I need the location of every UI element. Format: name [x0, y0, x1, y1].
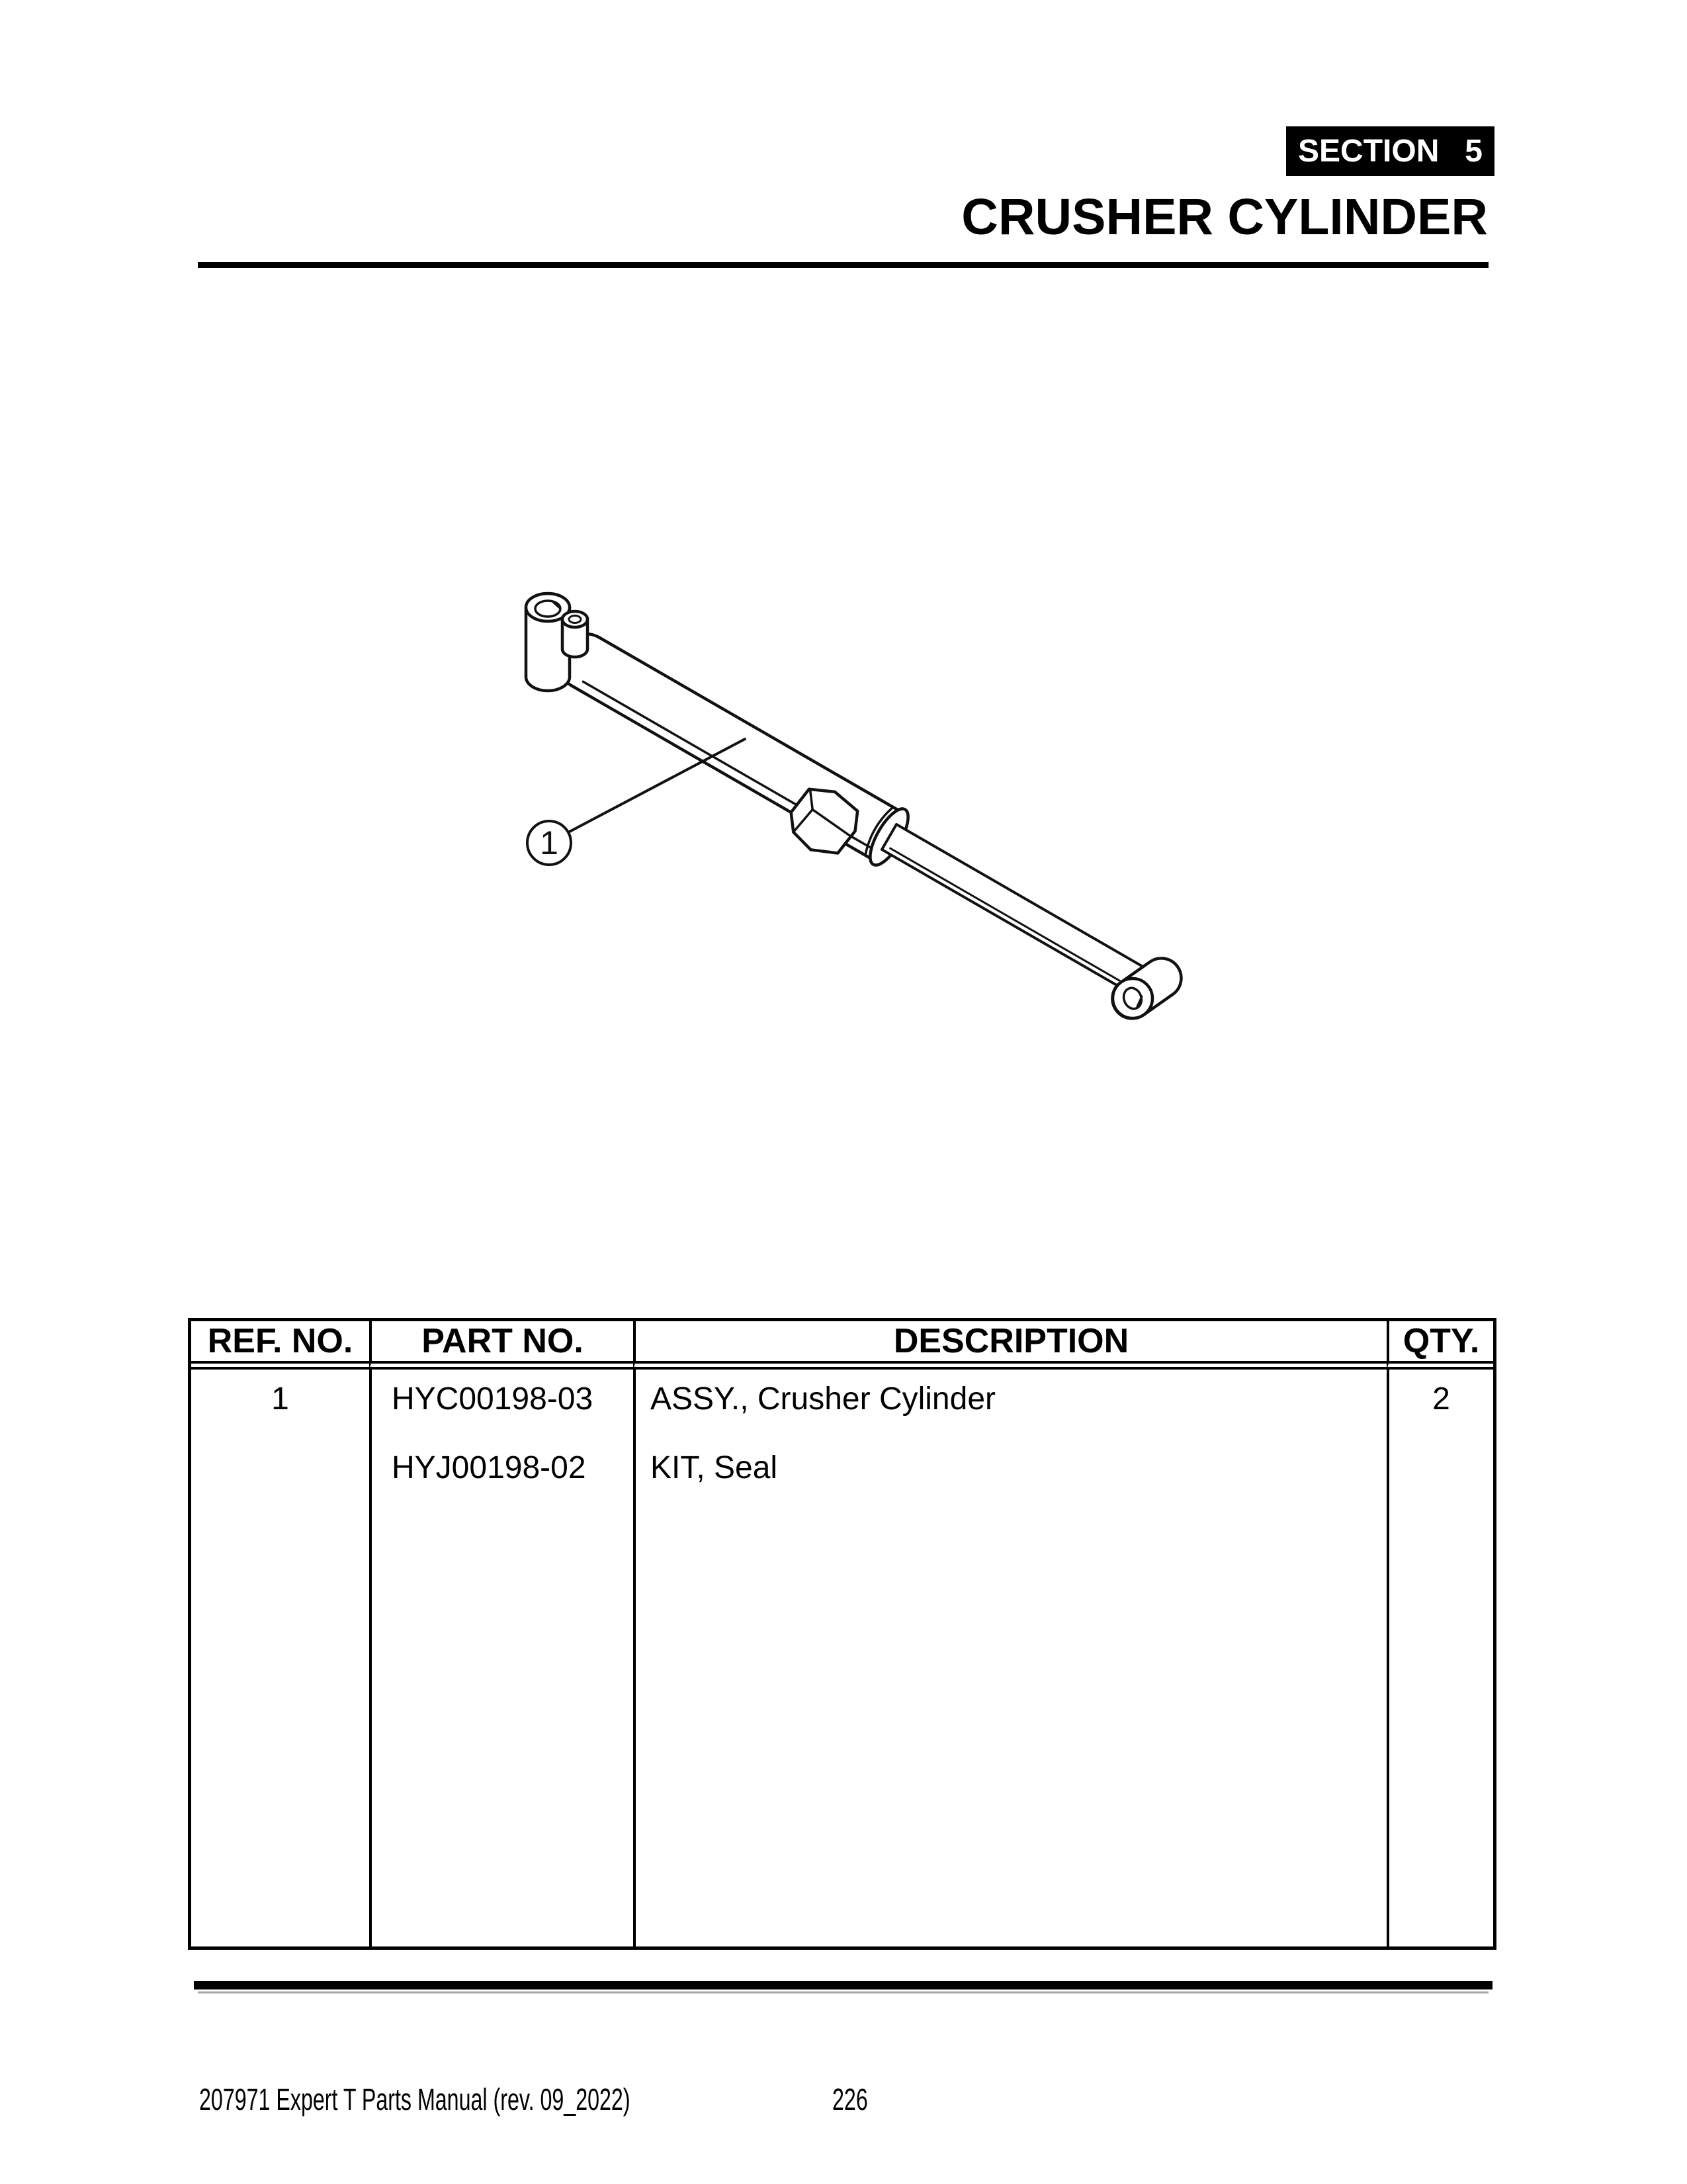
callout-number: 1	[540, 824, 558, 861]
col-header-part: PART NO.	[369, 1321, 633, 1370]
clevis-boss-small-hole	[569, 616, 581, 623]
col-header-desc: DESCRIPTION	[633, 1321, 1387, 1370]
part-no-value: HYJ00198-02	[392, 1450, 586, 1485]
clevis-boss-large-hole	[535, 601, 560, 617]
table-col-description	[633, 1370, 1387, 1946]
table-col-qty	[1387, 1370, 1493, 1946]
description-value: ASSY., Crusher Cylinder	[650, 1381, 996, 1417]
page-title: CRUSHER CYLINDER	[961, 189, 1488, 245]
table-col-part	[369, 1370, 633, 1946]
cylinder-figure	[490, 562, 1244, 1078]
part-no-value: HYC00198-03	[392, 1381, 593, 1417]
col-header-qty: QTY.	[1387, 1321, 1493, 1370]
callout-leader-line	[568, 739, 745, 832]
ref-no-value: 1	[271, 1381, 289, 1417]
cylinder-barrel-group	[537, 620, 1174, 1035]
footer-page-number: 226	[832, 2082, 868, 2117]
col-header-ref: REF. NO.	[191, 1321, 369, 1370]
footer-manual-title: 207971 Expert T Parts Manual (rev. 09_2022)	[199, 2082, 630, 2117]
piston-rod	[882, 824, 1166, 1005]
section-label: SECTION	[1298, 133, 1440, 169]
rod-highlight-line	[890, 848, 1145, 995]
footer-rule-thick	[194, 1981, 1492, 1989]
qty-value: 2	[1432, 1381, 1450, 1417]
description-value: KIT, Seal	[650, 1450, 778, 1485]
section-badge	[1286, 126, 1494, 176]
section-number: 5	[1465, 133, 1483, 169]
table-col-ref	[191, 1370, 369, 1946]
parts-table	[188, 1318, 1496, 1950]
footer-rule-thin	[198, 1991, 1489, 1993]
header-rule	[198, 262, 1489, 268]
